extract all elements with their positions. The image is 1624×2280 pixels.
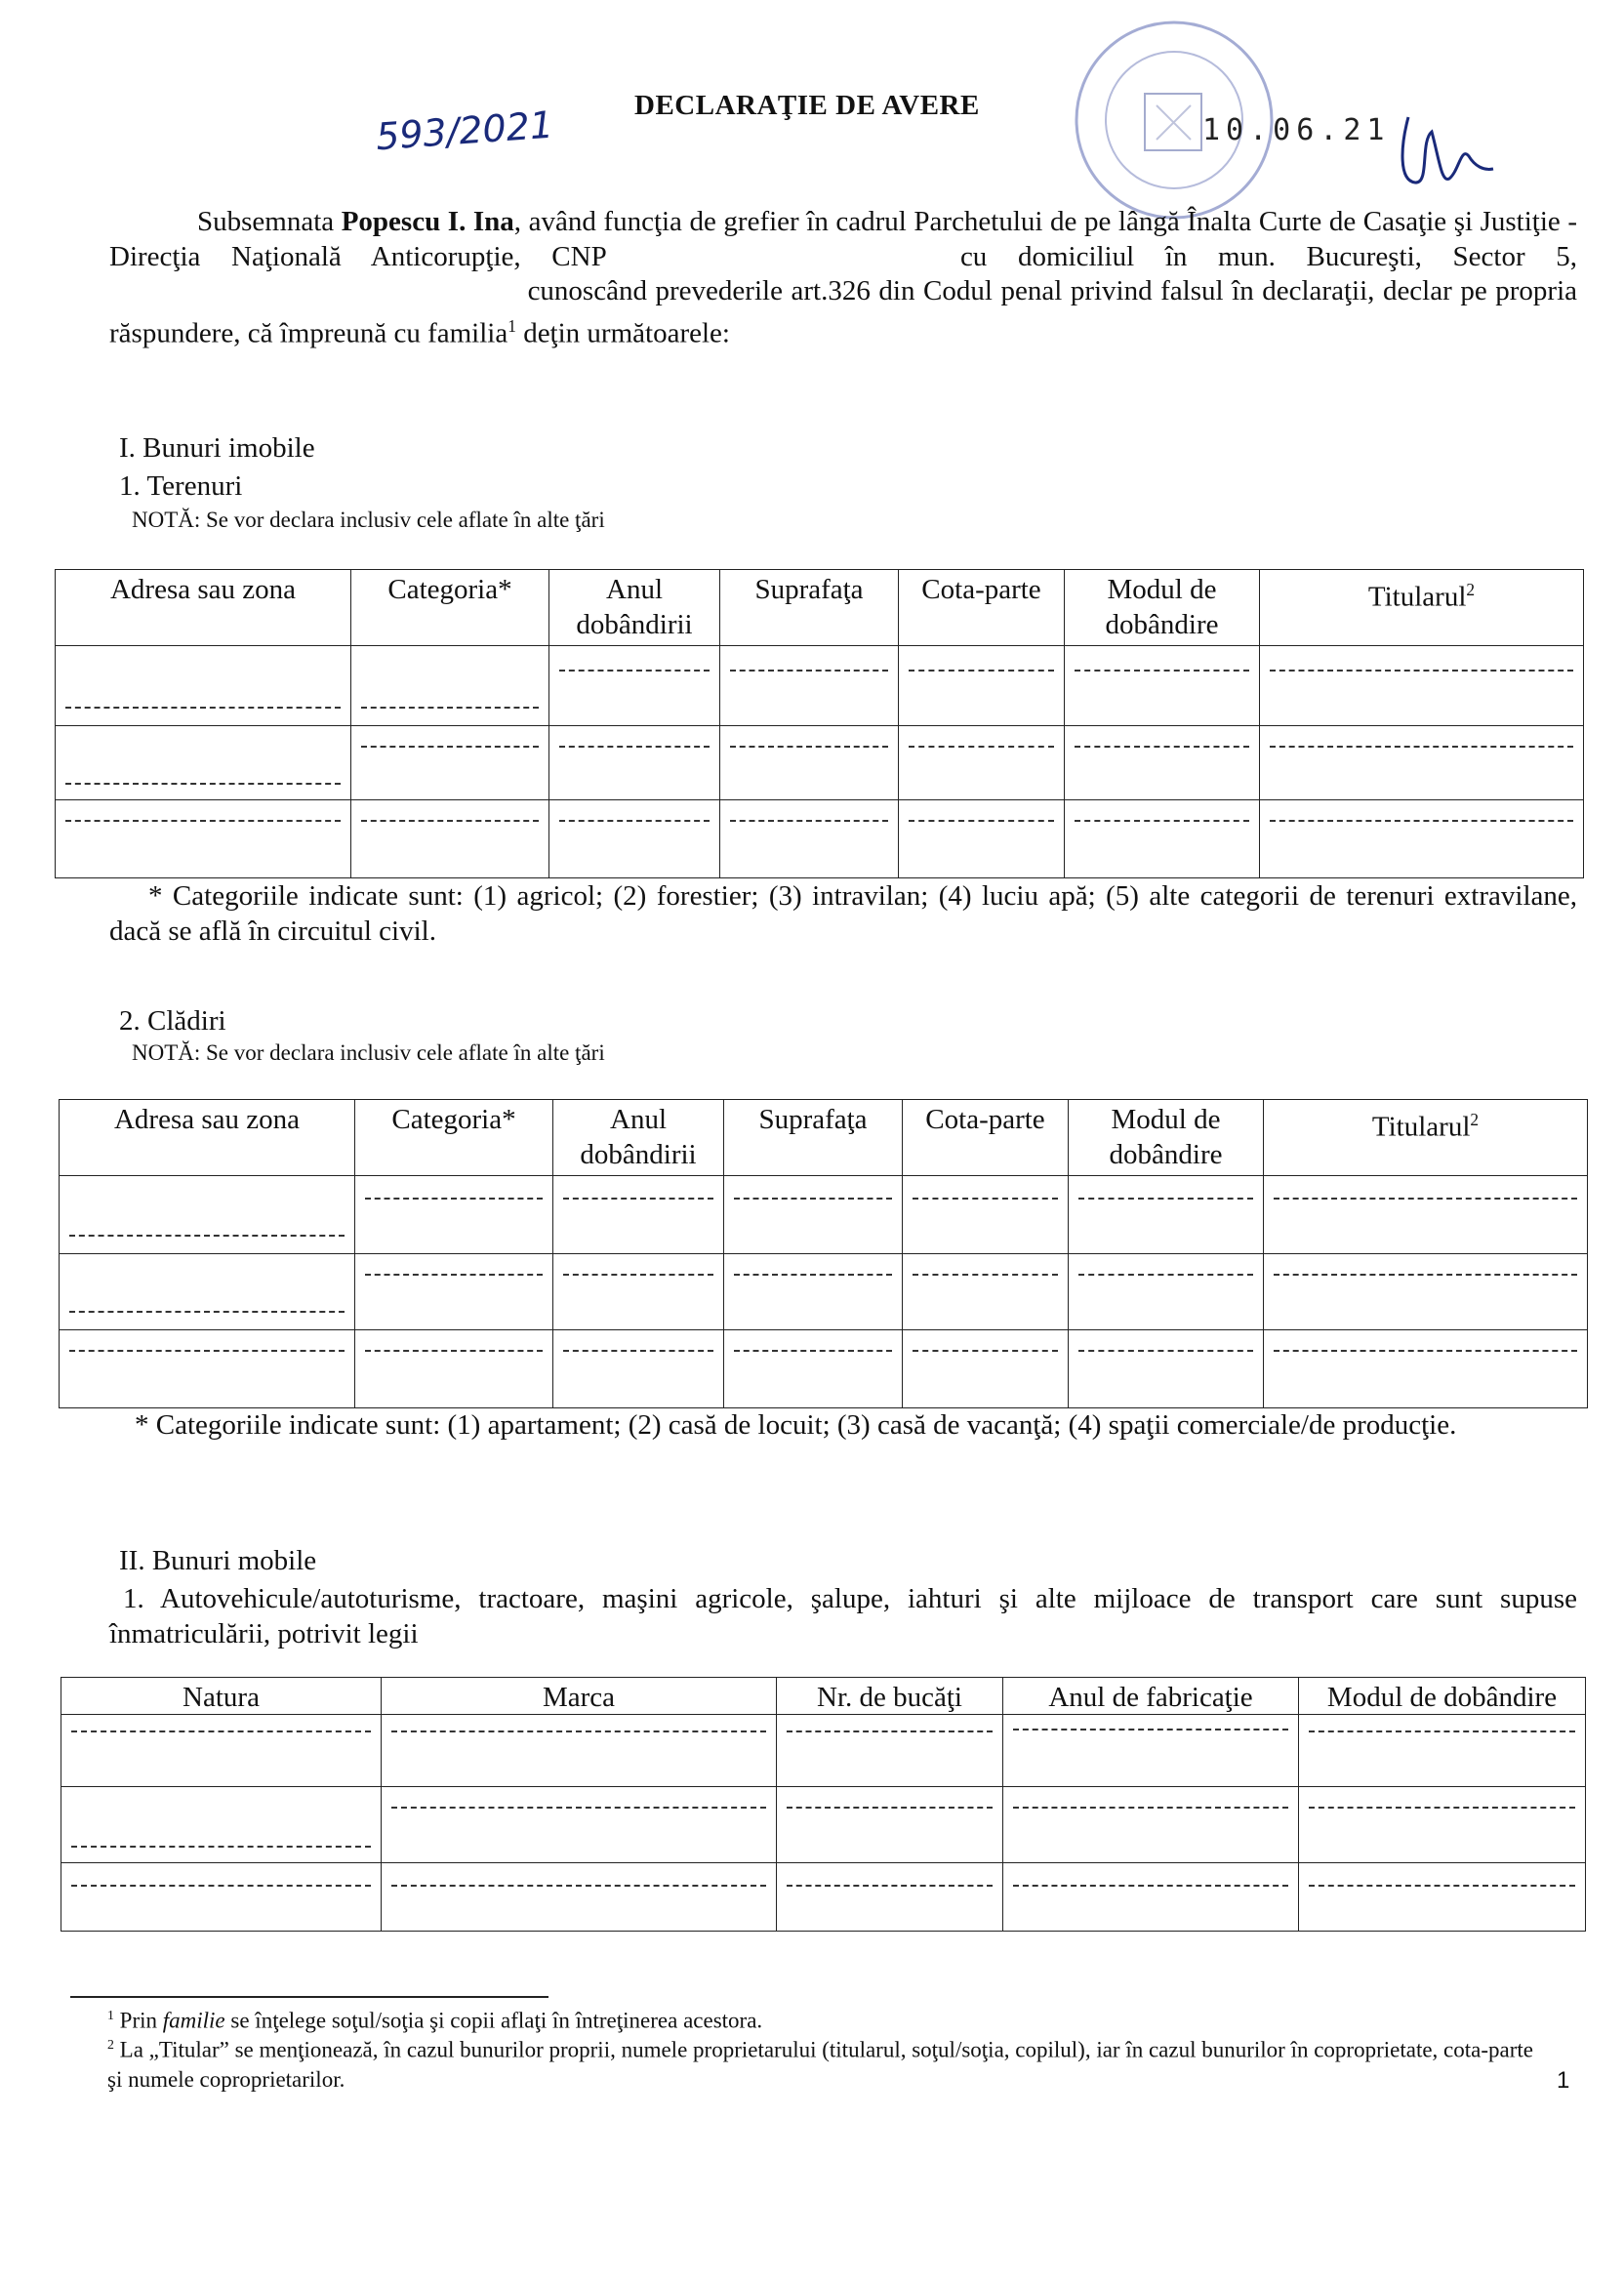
table-cell: [903, 1254, 1069, 1330]
footnote-1-text-b: se înţelege soţul/soţia şi copii aflaţi în întreţinerea acestora.: [224, 2008, 763, 2033]
table-cell: [1069, 1176, 1264, 1254]
intro-paragraph: [109, 205, 1577, 351]
table-cell: [553, 1176, 724, 1254]
section-heading-mobile: II. Bunuri mobile: [119, 1545, 317, 1576]
footnote-1-text-a: Prin: [113, 2008, 163, 2033]
intro-text-e: deţin următoarele:: [515, 317, 730, 349]
table-cell: [1260, 726, 1584, 800]
col-header-modul: Modul de dobândire: [1069, 1100, 1264, 1176]
table-cell: [1003, 1863, 1299, 1932]
cladiri-table: [59, 1099, 1588, 1408]
col-header-modul-dobandire: Modul de dobândire: [1299, 1678, 1586, 1715]
table-row: [56, 726, 1584, 800]
intro-text-c: cu domiciliul în mun. Bucureşti, Sector 5,: [959, 240, 1578, 272]
col-header-anul: Anul dobândirii: [553, 1100, 724, 1176]
nota-cladiri: NOTĂ: Se vor declara inclusiv cele aflate în alte ţări: [132, 1040, 605, 1065]
table-cell: [61, 1863, 382, 1932]
table-cell: [355, 1254, 553, 1330]
table-row: [61, 1863, 1586, 1932]
table-cell: [382, 1715, 777, 1787]
intro-text-d: cunoscând prevederile art.326 din Codul penal privind falsul în declaraţii, declar pe propria răspundere, că împreună cu familia: [109, 275, 1578, 349]
footnote-2-mark: 2: [107, 2037, 114, 2052]
table-cell: [61, 1787, 382, 1863]
table-cell: [777, 1715, 1003, 1787]
registration-number: 593/2021: [374, 102, 555, 159]
col-header-marca: Marca: [382, 1678, 777, 1715]
table-cell: [553, 1254, 724, 1330]
table-cell: [1260, 800, 1584, 878]
table-cell: [1264, 1330, 1588, 1408]
table-cell: [899, 726, 1065, 800]
col-header-titular-text: Titularul: [1371, 1111, 1471, 1143]
terenuri-categories-note: * Categoriile indicate sunt: (1) agricol; (2) forestier; (3) intravilan; (4) luciu apă; (5) alte categorii de terenuri extravilane, dacă se află în circuitul civil.: [109, 880, 1577, 947]
table-cell: [720, 646, 899, 726]
table-cell: [351, 726, 549, 800]
table-cell: [60, 1330, 355, 1408]
table-cell: [1260, 646, 1584, 726]
footnote-2-text: La „Titular” se menţionează, în cazul bunurilor proprii, numele proprietarului (titularul, soţul/soţia, copilul), iar în cazul bunurilor în coproprietate, cota-parte şi numele coproprietarilor.: [107, 2037, 1533, 2092]
table-cell: [1264, 1176, 1588, 1254]
table-cell: [60, 1176, 355, 1254]
footnote-1-italic: familie: [162, 2008, 225, 2033]
footnote-ref-2: 2: [1466, 580, 1476, 599]
footnote-ref-1: 1: [508, 315, 516, 336]
footnote-separator: [70, 1996, 548, 1998]
table-cell: [899, 646, 1065, 726]
page-number: 1: [1557, 2067, 1570, 2094]
table-row: [61, 1715, 1586, 1787]
col-header-adresa: Adresa sau zona: [60, 1100, 355, 1176]
table-cell: [777, 1863, 1003, 1932]
table-cell: [553, 1330, 724, 1408]
table-cell: [56, 726, 351, 800]
table-cell: [61, 1715, 382, 1787]
table-cell: [724, 1254, 903, 1330]
signature-mark: [1391, 102, 1498, 200]
table-cell: [1065, 800, 1260, 878]
col-header-suprafata: Suprafaţa: [720, 570, 899, 646]
nota-terenuri: NOTĂ: Se vor declara inclusiv cele aflate în alte ţări: [132, 508, 605, 532]
table-cell: [1003, 1715, 1299, 1787]
col-header-titular-text: Titularul: [1367, 581, 1467, 613]
table-cell: [724, 1176, 903, 1254]
col-header-suprafata: Suprafaţa: [724, 1100, 903, 1176]
table-cell: [1069, 1254, 1264, 1330]
table-cell: [720, 800, 899, 878]
table-cell: [351, 646, 549, 726]
table-cell: [549, 646, 720, 726]
table-cell: [777, 1787, 1003, 1863]
table-cell: [899, 800, 1065, 878]
table-cell: [1299, 1787, 1586, 1863]
table-header-row: [56, 570, 1584, 646]
table-header-row: [60, 1100, 1588, 1176]
table-cell: [903, 1330, 1069, 1408]
table-row: [56, 800, 1584, 878]
intro-text-a: Subsemnata: [197, 206, 342, 237]
document-title: DECLARAŢIE DE AVERE: [634, 90, 980, 121]
col-header-cota: Cota-parte: [899, 570, 1065, 646]
table-cell: [1264, 1254, 1588, 1330]
table-cell: [1299, 1715, 1586, 1787]
table-cell: [1065, 646, 1260, 726]
col-header-titular: [1264, 1100, 1588, 1176]
table-header-row: [61, 1678, 1586, 1715]
col-header-natura: Natura: [61, 1678, 382, 1715]
col-header-titular: [1260, 570, 1584, 646]
col-header-cota: Cota-parte: [903, 1100, 1069, 1176]
table-cell: [549, 800, 720, 878]
table-cell: [724, 1330, 903, 1408]
section-heading-imobile: I. Bunuri imobile: [119, 432, 315, 464]
table-cell: [1065, 726, 1260, 800]
table-cell: [351, 800, 549, 878]
table-cell: [382, 1787, 777, 1863]
autovehicule-table: [61, 1677, 1586, 1932]
intro-text-b: , având funcţia de grefier în cadrul Parchetului de pe lângă Înalta Curte de Casaţie şi Justiţie - Direcţia Naţională Anticorupţie, CNP: [109, 206, 1577, 272]
table-cell: [355, 1176, 553, 1254]
subsection-heading-cladiri: 2. Clădiri: [119, 1005, 226, 1037]
table-row: [61, 1787, 1586, 1863]
table-cell: [903, 1176, 1069, 1254]
footnote-2: [107, 2030, 1552, 2095]
table-cell: [1069, 1330, 1264, 1408]
col-header-categoria: Categoria*: [351, 570, 549, 646]
table-row: [60, 1330, 1588, 1408]
col-header-anul-fabricatie: Anul de fabricaţie: [1003, 1678, 1299, 1715]
table-cell: [382, 1863, 777, 1932]
table-cell: [60, 1254, 355, 1330]
table-cell: [1003, 1787, 1299, 1863]
table-cell: [355, 1330, 553, 1408]
col-header-nr-bucati: Nr. de bucăţi: [777, 1678, 1003, 1715]
table-cell: [56, 800, 351, 878]
col-header-categoria: Categoria*: [355, 1100, 553, 1176]
table-row: [60, 1254, 1588, 1330]
stamp-date-number: 10.06.21: [1202, 113, 1391, 147]
table-cell: [549, 726, 720, 800]
table-cell: [720, 726, 899, 800]
col-header-modul: Modul de dobândire: [1065, 570, 1260, 646]
terenuri-table: [55, 569, 1584, 878]
subsection-heading-terenuri: 1. Terenuri: [119, 470, 243, 502]
footnote-1-mark: 1: [107, 2008, 114, 2022]
col-header-anul: Anul dobândirii: [549, 570, 720, 646]
footnote-ref-2: 2: [1470, 1110, 1480, 1129]
col-header-adresa: Adresa sau zona: [56, 570, 351, 646]
cladiri-categories-note: * Categoriile indicate sunt: (1) apartament; (2) casă de locuit; (3) casă de vacanţă; (4) spaţii comerciale/de producţie.: [135, 1409, 1457, 1441]
declarant-name: Popescu I. Ina: [341, 206, 514, 237]
table-row: [56, 646, 1584, 726]
table-cell: [56, 646, 351, 726]
table-cell: [1299, 1863, 1586, 1932]
subsection-heading-autovehicule: 1. Autovehicule/autoturisme, tractoare, maşini agricole, şalupe, iahturi şi alte mijloace de transport care sunt supuse înmatriculării, potrivit legii: [109, 1583, 1577, 1649]
table-row: [60, 1176, 1588, 1254]
